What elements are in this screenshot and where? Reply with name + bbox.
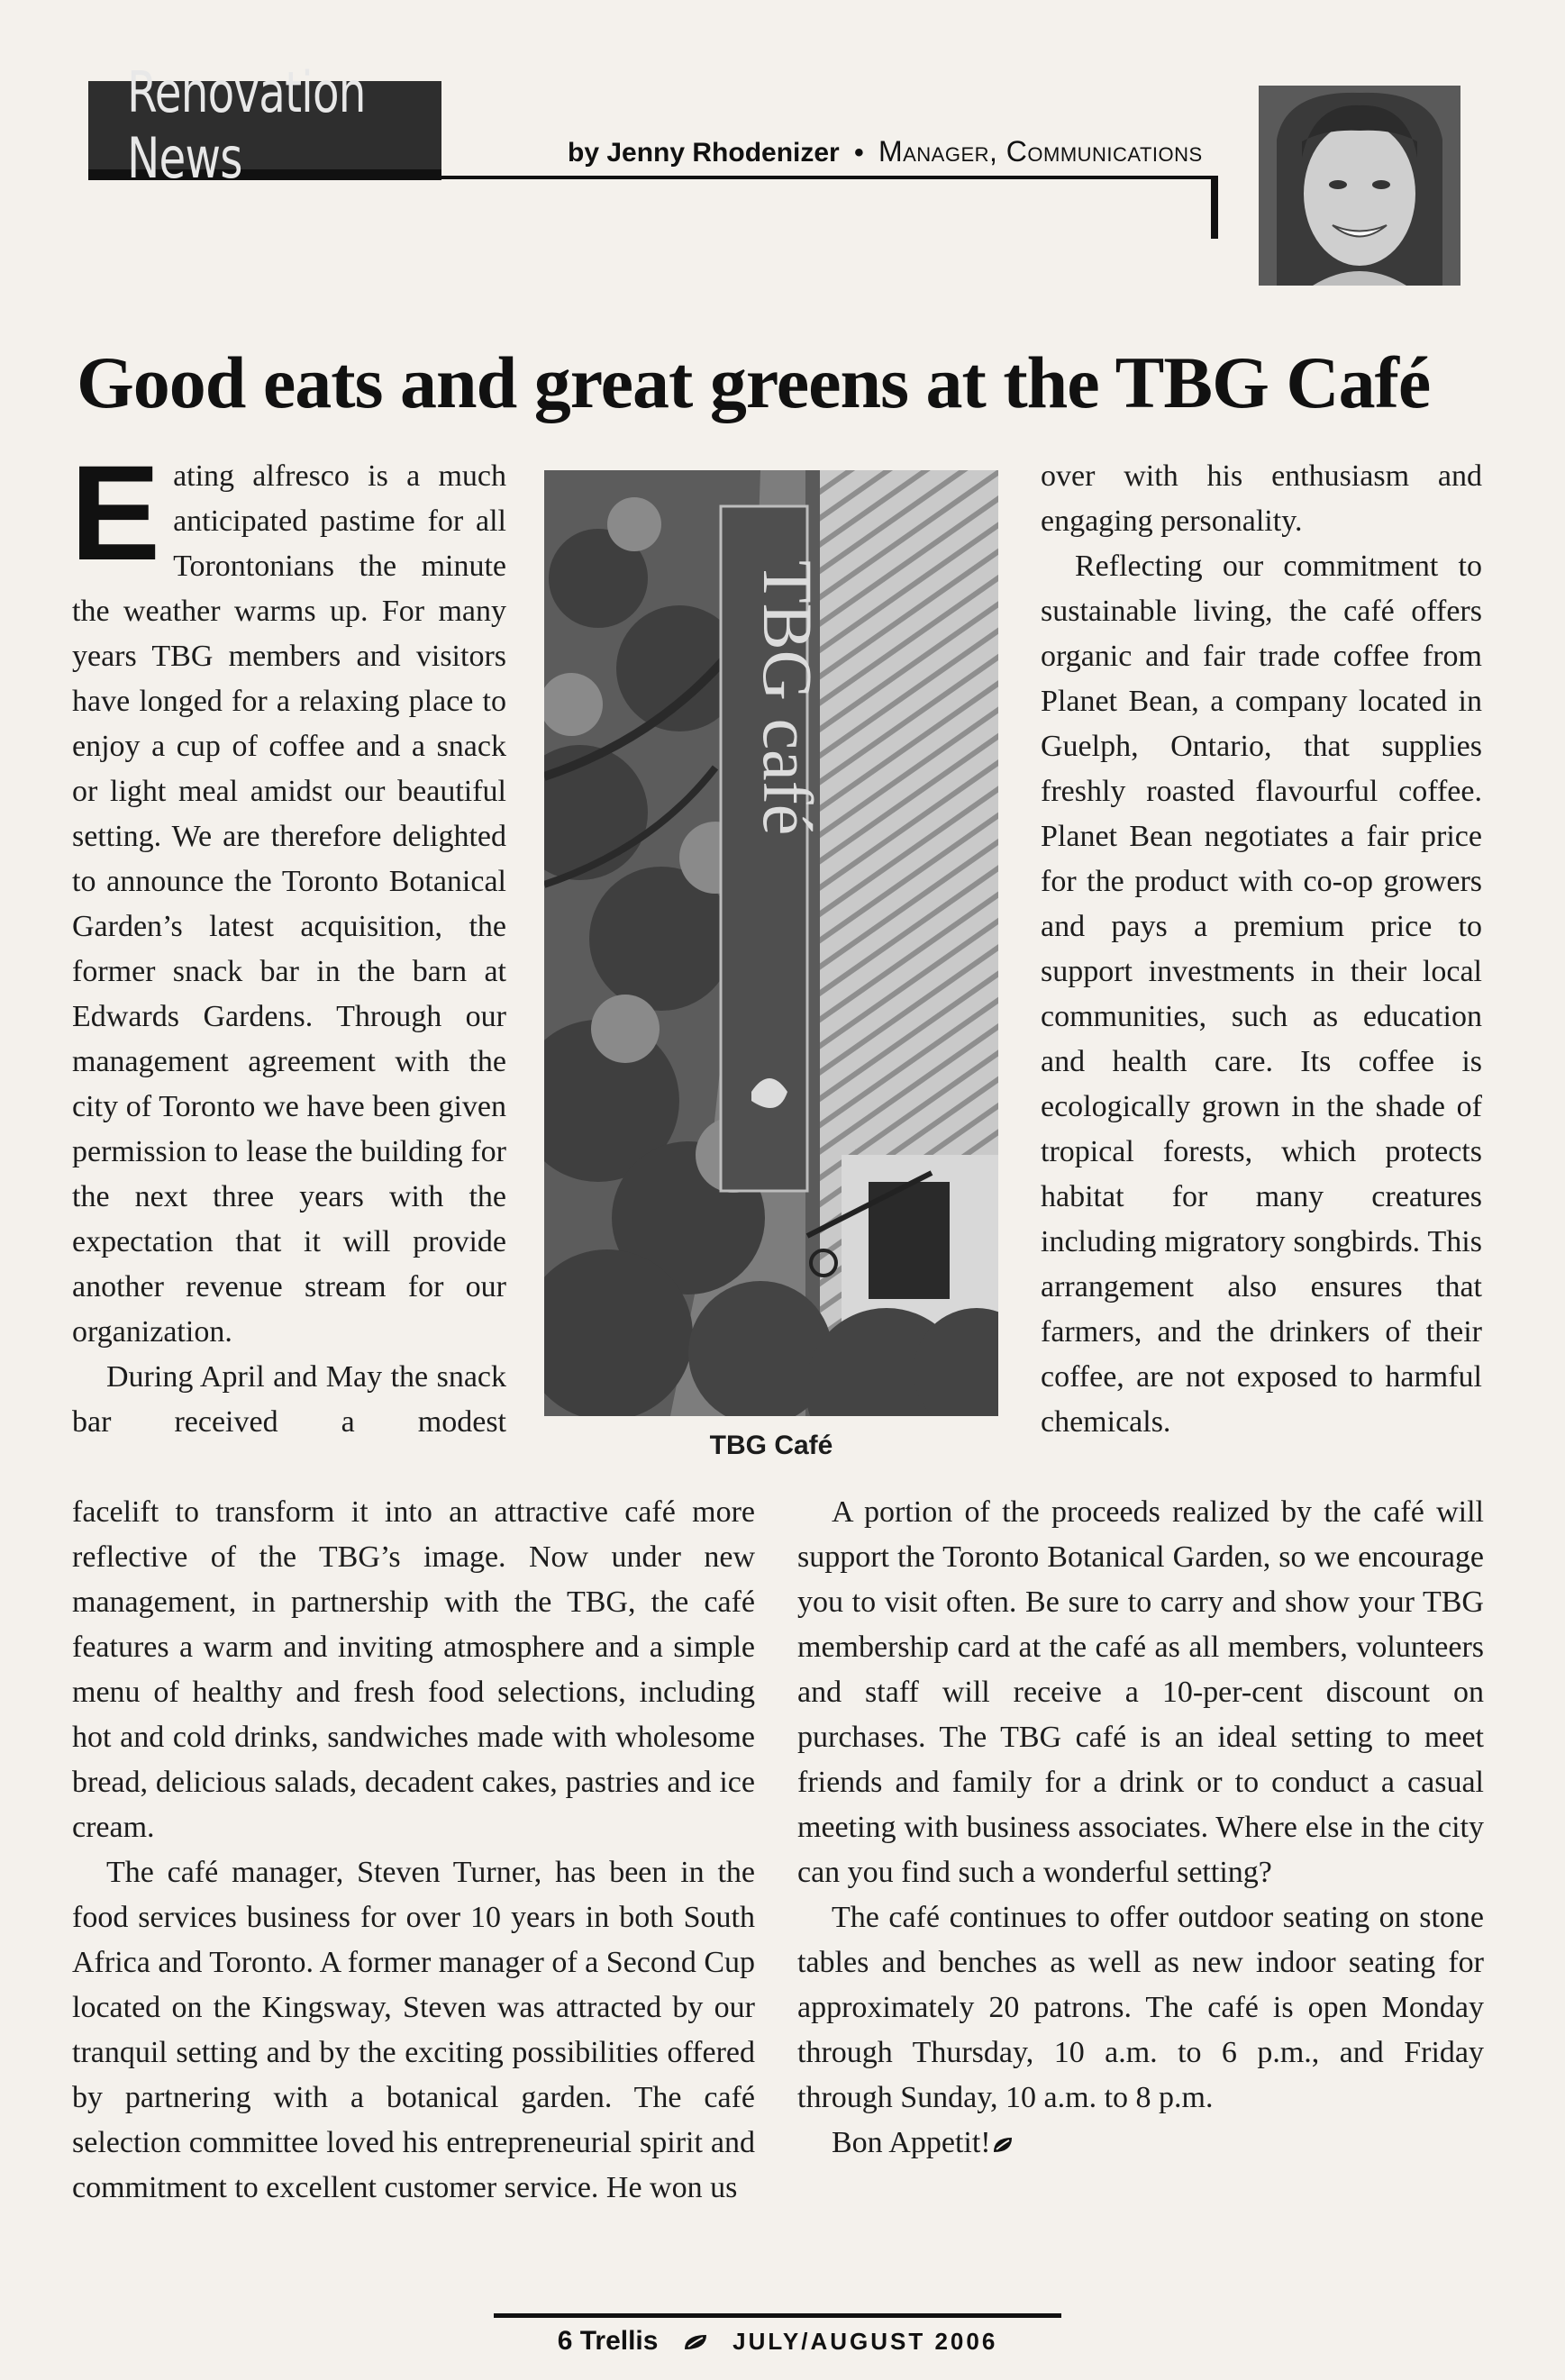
article-column-right: [1041, 454, 1482, 1445]
photo-caption: TBG Café: [709, 1431, 833, 1460]
footer-issue-date: JULY/AUGUST 2006: [732, 2328, 998, 2355]
paragraph-1: [70, 437, 506, 1355]
paragraph-5: A portion of the proceeds realized by the café will support the Toronto Botanical Garden, so we encourage you to visit often. Be sure to carry and show your TBG membership card at the café as all members, volunteers and staff will receive a 10-per-cent discount on purchases. The TBG café is an ideal setting to meet friends and family for a drink or to conduct a casual meeting with business associates. Where else in the city can you find such a wonderful setting?: [797, 1495, 1484, 1889]
drop-cap: E: [70, 437, 161, 588]
paragraph-2-start: During April and May the snack bar received a modest: [72, 1360, 506, 1439]
byline-separator: •: [854, 138, 864, 168]
article-column-right-lower: [797, 1490, 1484, 2166]
byline-author: by Jenny Rhodenizer: [568, 138, 840, 168]
byline: [568, 135, 1203, 168]
author-portrait-image: [1259, 86, 1460, 286]
paragraph-3: The café manager, Steven Turner, has been in the food services business for over 10 years in both South Africa and Toronto. A former manager of a Second Cup located on the Kingsway, Steven was attracted by our tranquil setting and by the exciting possibilities offered by partnering with a botanical garden. The café selection committee loved his entrepreneurial spirit and commitment to excellent customer service. He won us: [72, 1856, 755, 2204]
paragraph-4: Reflecting our commitment to sustainable living, the café offers organic and fair trade coffee from Planet Bean, a company located in Guelph, Ontario, that supplies freshly roasted flavourful coffee. Planet Bean negotiates a fair price for the product with co-op growers and pays a premium price to support investments in their local communities, such as education and health care. Its coffee is ecologically grown in the shade of tropical forests, which protects habitat for many creatures including migratory songbirds. This arrangement also ensures that farmers, and the drinkers of their coffee, are not exposed to harmful chemicals.: [1041, 550, 1482, 1439]
header-rule: [441, 176, 1218, 179]
paragraph-3-continued: over with his enthusiasm and engaging personality.: [1041, 459, 1482, 538]
article-column-left-lower: [72, 1490, 755, 2211]
signoff: [797, 2121, 1484, 2166]
signoff-text: Bon Appetit!: [832, 2126, 991, 2159]
byline-role: Manager, Communications: [878, 135, 1203, 168]
section-tag: [88, 59, 441, 191]
leaf-end-icon: [991, 2135, 1015, 2155]
article-column-left: [70, 437, 506, 1445]
footer-page-number: 6 Trellis: [557, 2326, 659, 2356]
author-portrait: [1259, 86, 1460, 286]
cafe-photo-image: [544, 470, 998, 1416]
footer-rule: [494, 2313, 1061, 2318]
paragraph-1-text: ating alfresco is a much anticipated pastime for all Torontonians the minute the weather warms up. For many years TBG members and visitors have longed for a relaxing place to enjoy a cup of coffee and a snack or light meal amidst our beautiful setting. We are therefore delighted to announce the Toronto Botanical Garden’s latest acquisition, the former snack bar in the barn at Edwards Gardens. Through our management agreement with the city of Toronto we have been given permission to lease the building for the next three years with the expectation that it will provide another revenue stream for our organization.: [72, 459, 506, 1349]
cafe-photo: [544, 470, 998, 1416]
headline: Good eats and great greens at the TBG Café: [77, 341, 1431, 423]
paragraph-2-continued: facelift to transform it into an attractive café more reflective of the TBG’s image. Now under new management, in partnership with the TBG, the café features a warm and inviting atmosphere and a simple menu of healthy and fresh food selections, including hot and cold drinks, sandwiches made with wholesome bread, delicious salads, decadent cakes, pastries and ice cream.: [72, 1495, 755, 1844]
banner-text: TBG café: [749, 560, 827, 836]
paragraph-6: The café continues to offer outdoor seating on stone tables and benches as well as new indoor seating for approximately 20 patrons. The café is open Monday through Thursday, 10 a.m. to 6 p.m., and Friday through Sunday, 10 a.m. to 8 p.m.: [797, 1901, 1484, 2114]
section-tag-label: Renovation News: [127, 59, 366, 191]
leaf-logo-icon: [682, 2332, 709, 2352]
page-footer: [494, 2326, 1061, 2357]
header-rule-tick: [1211, 176, 1218, 239]
